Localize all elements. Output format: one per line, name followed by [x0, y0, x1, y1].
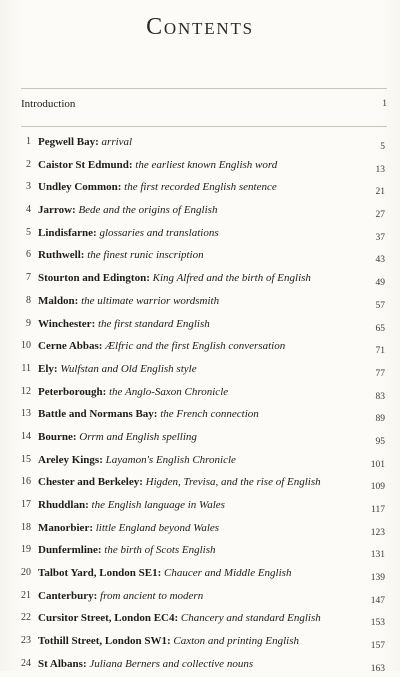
chapter-row [0, 382, 400, 405]
chapter-page-number: 109 [370, 482, 385, 493]
chapter-title [38, 521, 219, 535]
chapter-page-number: 27 [375, 210, 385, 221]
chapter-title [38, 475, 321, 489]
chapter-number: 9 [26, 317, 31, 329]
chapter-title [38, 430, 197, 444]
chapter-page-number: 43 [375, 255, 385, 266]
chapter-title [38, 498, 225, 512]
chapter-page-number: 157 [370, 641, 385, 652]
chapter-subtitle: Chancery and standard English [180, 612, 321, 625]
introduction-page-number: 1 [382, 99, 387, 109]
chapter-subtitle: Caxton and printing English [173, 635, 299, 648]
chapter-number: 11 [21, 362, 31, 374]
chapter-row [0, 177, 400, 200]
chapter-subtitle: Juliana Berners and collective nouns [89, 657, 254, 670]
chapter-place: Lindisfarne: [38, 226, 97, 239]
chapter-title [38, 226, 219, 240]
chapter-page-number: 163 [370, 663, 385, 674]
chapter-number: 20 [21, 567, 31, 579]
chapter-row [0, 404, 400, 427]
chapter-subtitle: King Alfred and the birth of English [152, 272, 311, 285]
chapter-number: 7 [26, 272, 31, 284]
chapter-place: Undley Common: [38, 181, 122, 194]
chapter-place: Jarrow: [38, 204, 76, 217]
chapter-place: Peterborough: [38, 385, 107, 398]
chapter-place: Battle and Normans Bay: [38, 408, 158, 421]
chapter-number: 16 [21, 476, 31, 488]
chapter-subtitle: the earliest known English word [135, 158, 278, 171]
chapter-number: 2 [26, 158, 31, 170]
chapter-page-number: 95 [375, 436, 385, 447]
chapter-place: Caistor St Edmund: [38, 158, 133, 171]
chapter-row [0, 450, 400, 473]
chapter-number: 19 [21, 544, 31, 556]
chapter-number: 14 [21, 430, 31, 442]
chapter-page-number: 139 [370, 573, 385, 584]
chapter-title [38, 317, 210, 331]
chapter-row [0, 245, 400, 268]
chapter-subtitle: the English language in Wales [91, 499, 225, 511]
chapter-title [38, 271, 311, 285]
chapter-place: Bourne: [38, 430, 77, 443]
chapter-place: Ely: [38, 362, 58, 375]
chapter-page-number: 83 [375, 391, 385, 402]
chapter-subtitle: arrival [101, 136, 133, 148]
chapter-page-number: 123 [370, 527, 385, 538]
chapter-number: 13 [21, 408, 31, 420]
chapter-page-number: 57 [375, 300, 385, 311]
chapter-number: 1 [26, 136, 31, 147]
chapter-place: St Albans: [38, 657, 87, 670]
chapter-page-number: 147 [370, 595, 385, 606]
chapter-row [0, 540, 400, 563]
chapter-place: Maldon: [38, 294, 79, 307]
chapter-title [38, 566, 291, 580]
chapter-subtitle: from ancient to modern [100, 589, 204, 602]
chapter-page-number: 117 [371, 505, 385, 515]
chapter-page-number: 37 [375, 232, 385, 243]
chapter-page-number: 153 [370, 618, 385, 629]
chapter-page-number: 89 [375, 414, 385, 425]
chapter-page-number: 13 [375, 164, 385, 175]
chapter-place: Dunfermline: [38, 544, 102, 557]
chapter-row [0, 563, 400, 586]
chapter-subtitle: Layamon's English Chronicle [105, 453, 236, 466]
chapter-title [38, 657, 253, 671]
chapter-row [0, 314, 400, 337]
chapter-title [38, 180, 277, 194]
chapter-page-number: 77 [375, 368, 385, 379]
chapter-row [0, 359, 400, 382]
chapter-title [38, 203, 217, 217]
chapter-subtitle: Ælfric and the first English conversation [105, 340, 286, 353]
chapter-page-number: 5 [380, 142, 385, 152]
chapter-page-number: 131 [370, 550, 385, 561]
chapter-row [0, 654, 400, 677]
chapter-row [0, 268, 400, 291]
page-title: Contents [146, 14, 254, 40]
introduction-label: Introduction [21, 98, 76, 110]
chapter-subtitle: the birth of Scots English [104, 544, 216, 557]
chapter-row [0, 472, 400, 495]
chapter-place: Ruthwell: [38, 249, 85, 262]
chapter-place: Pegwell Bay: [38, 136, 99, 148]
chapter-title [38, 453, 236, 467]
chapter-page-number: 65 [375, 323, 385, 334]
chapter-subtitle: Bede and the origins of English [78, 204, 218, 217]
chapter-page-number: 49 [375, 278, 385, 289]
chapter-row [0, 132, 400, 155]
chapter-number: 15 [21, 453, 31, 465]
chapter-place: Manorbier: [38, 521, 93, 534]
chapter-title [38, 339, 285, 353]
chapter-number: 22 [21, 612, 31, 624]
chapter-subtitle: Wulfstan and Old English style [60, 362, 197, 375]
chapter-subtitle: the Anglo-Saxon Chronicle [108, 385, 229, 398]
chapter-title [38, 362, 197, 376]
chapter-place: Cerne Abbas: [38, 340, 103, 353]
chapter-row [0, 631, 400, 654]
chapter-row [0, 155, 400, 178]
chapter-number: 3 [26, 181, 31, 193]
chapter-subtitle: the first standard English [97, 317, 210, 330]
introduction-entry [21, 98, 387, 116]
chapter-number: 17 [21, 499, 31, 510]
chapter-number: 24 [21, 657, 31, 669]
chapter-row [0, 518, 400, 541]
chapter-title [38, 543, 216, 557]
chapter-subtitle: Higden, Trevisa, and the rise of English [145, 476, 321, 489]
chapter-subtitle: glossaries and translations [99, 226, 219, 239]
chapter-place: Chester and Berkeley: [38, 476, 143, 489]
chapter-title [38, 589, 203, 603]
divider-bottom [21, 126, 387, 127]
chapter-row [0, 291, 400, 314]
chapter-title [38, 248, 204, 262]
chapter-subtitle: little England beyond Wales [95, 521, 220, 534]
chapter-row [0, 586, 400, 609]
chapter-title [38, 135, 132, 149]
chapter-subtitle: the ultimate warrior wordsmith [81, 294, 220, 307]
chapter-row [0, 223, 400, 246]
divider-top [21, 88, 387, 89]
chapter-number: 10 [21, 340, 31, 352]
chapter-page-number: 71 [375, 346, 385, 357]
chapter-place: Stourton and Edington: [38, 272, 150, 285]
chapter-title [38, 158, 277, 172]
chapter-title [38, 634, 299, 648]
chapter-number: 12 [21, 385, 31, 397]
chapter-place: Areley Kings: [38, 453, 103, 466]
chapter-place: Tothill Street, London SW1: [38, 635, 171, 648]
chapter-row [0, 495, 400, 518]
chapter-number: 4 [26, 204, 31, 216]
chapter-row [0, 336, 400, 359]
chapter-title [38, 294, 219, 308]
chapter-place: Canterbury: [38, 589, 98, 602]
chapter-place: Rhuddlan: [38, 499, 89, 511]
chapter-number: 8 [26, 294, 31, 306]
chapter-number: 6 [26, 249, 31, 261]
chapter-place: Talbot Yard, London SE1: [38, 567, 162, 580]
chapter-place: Winchester: [38, 317, 96, 330]
chapter-subtitle: Orrm and English spelling [79, 430, 197, 443]
chapter-row [0, 427, 400, 450]
chapter-subtitle: the first recorded English sentence [124, 181, 277, 194]
chapter-number: 23 [21, 635, 31, 647]
chapter-number: 5 [26, 226, 31, 238]
chapter-place: Cursitor Street, London EC4: [38, 612, 179, 625]
chapter-page-number: 21 [375, 187, 385, 198]
chapter-list [0, 132, 400, 677]
chapter-subtitle: Chaucer and Middle English [164, 567, 292, 580]
chapter-row [0, 200, 400, 223]
chapter-number: 18 [21, 521, 31, 533]
chapter-title [38, 407, 259, 421]
chapter-page-number: 101 [370, 459, 385, 470]
chapter-subtitle: the finest runic inscription [87, 249, 204, 262]
chapter-row [0, 608, 400, 631]
chapter-number: 21 [21, 589, 31, 601]
chapter-title [38, 611, 321, 625]
chapter-title [38, 385, 228, 399]
chapter-subtitle: the French connection [160, 408, 259, 421]
